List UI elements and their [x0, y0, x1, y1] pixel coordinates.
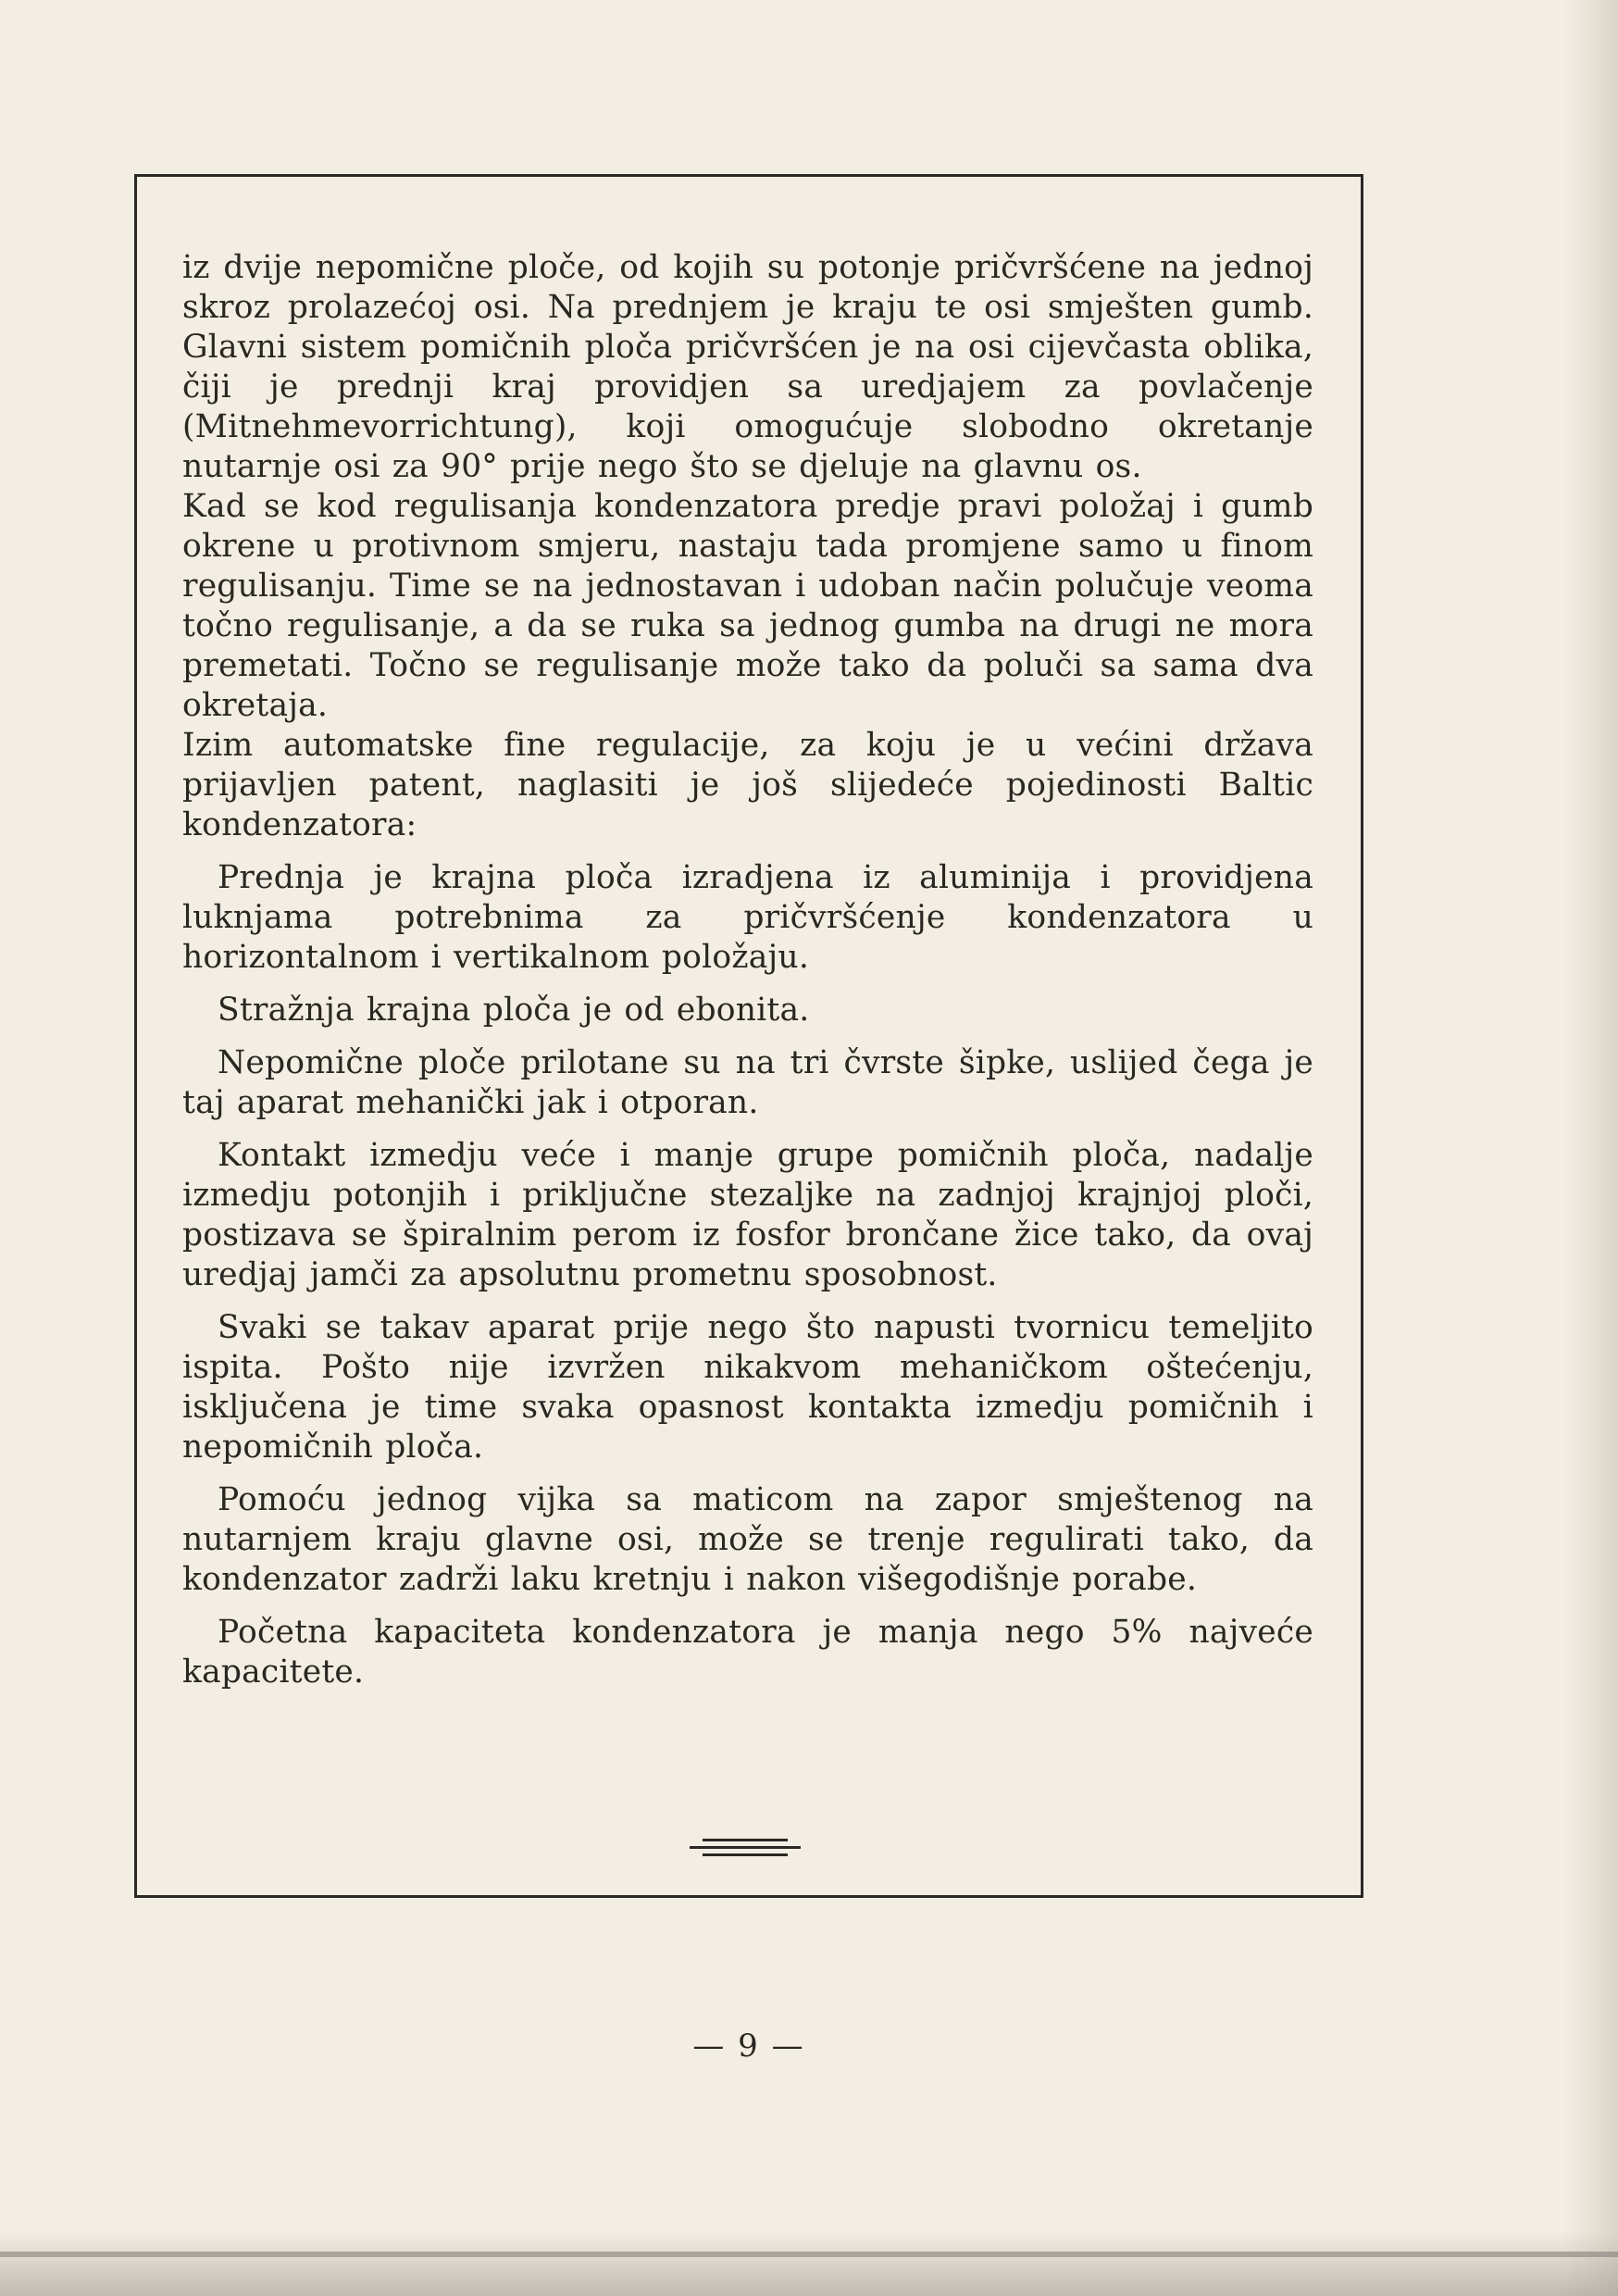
paragraph-1: iz dvije nepomične ploče, od kojih su potonje pričvršćene na jednoj skroz prolazećoj osi. Na prednjem je kraju te osi smješten gumb. Glavni sistem pomičnih ploča pričvršćen je na osi cijevčasta oblika, čiji je prednji kraj providjen sa uredjajem za povlačenje (Mitnehmevorrichtung), koji omogućuje slobodno okretanje nutarnje osi za 90° prije nego što se djeluje na glavnu os. — [182, 249, 1313, 485]
paragraph-4: Prednja je krajna ploča izradjena iz aluminija i providjena luknjama potrebnima za pričvršćenje kondenzatora u horizontalnom i vertikalnom položaju. — [182, 859, 1313, 976]
paragraph-8: Svaki se takav aparat prije nego što napusti tvornicu temeljito ispita. Pošto nije izvržen nikakvom mehaničkom oštećenju, isključena je time svaka opasnost kontakta izmedju pomičnih i nepomičnih ploča. — [182, 1309, 1313, 1466]
paragraph-9: Pomoću jednog vijka sa maticom na zapor smještenog na nutarnjem kraju glavne osi, može se trenje regulirati tako, da kondenzator zadrži laku kretnju i nakon višegodišnje porabe. — [182, 1481, 1313, 1598]
divider-ornament — [690, 1839, 801, 1857]
paragraph-10: Početna kapaciteta kondenzatora je manja nego 5% najveće kapacitete. — [182, 1614, 1313, 1691]
body-text — [182, 248, 1313, 1692]
paragraph-3: Izim automatske fine regulacije, za koju je u većini država prijavljen patent, naglasiti je još slijedeće pojedinosti Baltic kondenzatora: — [182, 727, 1313, 843]
page-bottom-shadow — [0, 2231, 1618, 2296]
paragraph-6: Nepomične ploče prilotane su na tri čvrste šipke, uslijed čega je taj aparat mehanički jak i otporan. — [182, 1044, 1313, 1121]
page-number: — 9 — — [692, 2028, 805, 2065]
page-edge-shadow — [1562, 0, 1618, 2296]
paragraph-2: Kad se kod regulisanja kondenzatora predje pravi položaj i gumb okrene u protivnom smjeru, nastaju tada promjene samo u finom regulisanju. Time se na jednostavan i udoban način polučuje veoma točno regulisanje, a da se ruka sa jednog gumba na drugi ne mora premetati. Točno se regulisanje može tako da poluči sa sama dva okretaja. — [182, 488, 1313, 724]
paragraph-5: Stražnja krajna ploča je od ebonita. — [218, 992, 810, 1029]
paragraph-7: Kontakt izmedju veće i manje grupe pomičnih ploča, nadalje izmedju potonjih i priključne stezaljke na zadnjoj krajnjoj ploči, postizava se špiralnim perom iz fosfor brončane žice tako, da ovaj uredjaj jamči za apsolutnu prometnu sposobnost. — [182, 1137, 1313, 1293]
